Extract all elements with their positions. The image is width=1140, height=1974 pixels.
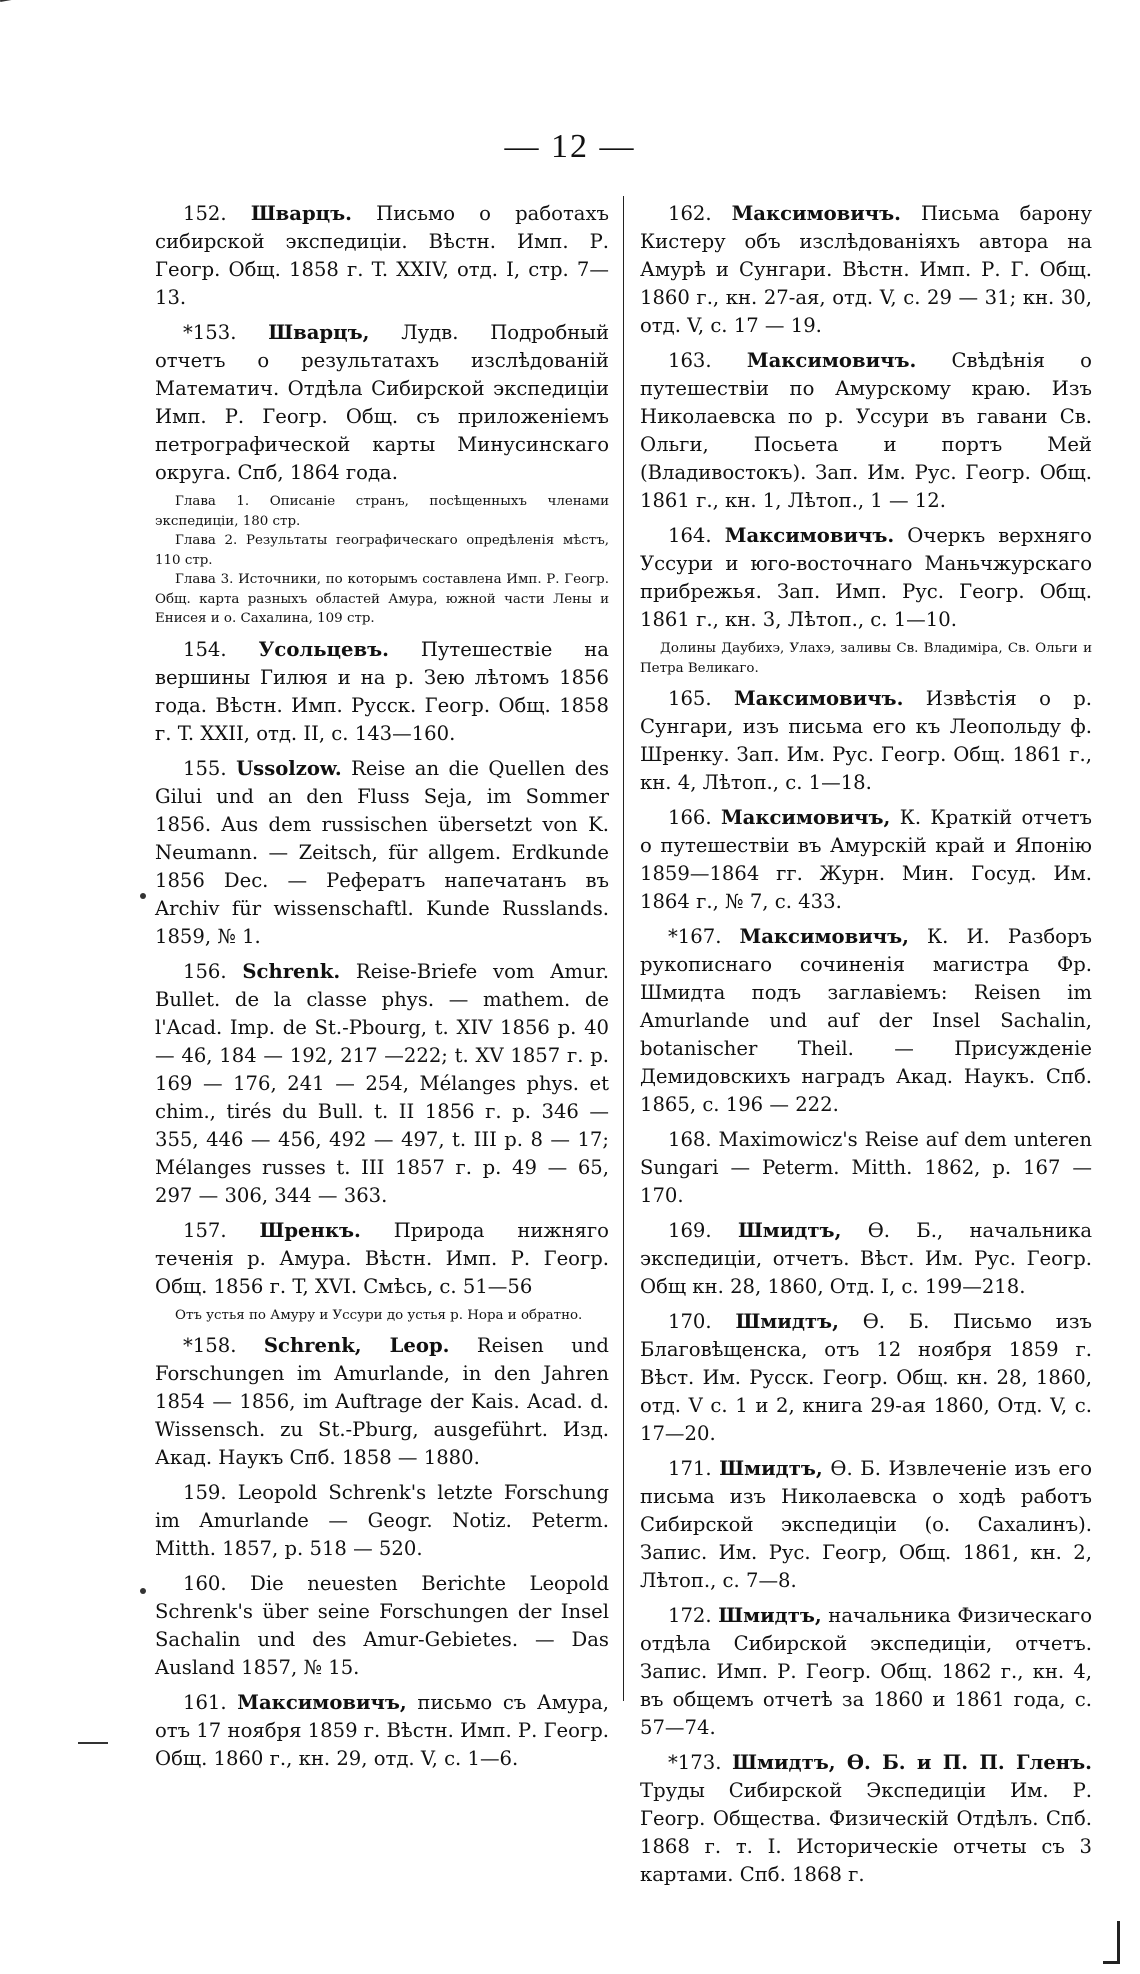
entry-number: 160.	[183, 1572, 227, 1595]
right-column	[640, 200, 1092, 1896]
entry-notes	[155, 1306, 609, 1326]
entry-note: Долины Даубихэ, Улахэ, заливы Св. Владиміра, Св. Ольги и Петра Великаго.	[640, 641, 1092, 676]
bibliography-entry	[640, 804, 1092, 916]
entry-number: *167.	[668, 925, 722, 948]
entry-author: Максимовичъ,	[739, 925, 909, 948]
entry-number: 161.	[183, 1691, 227, 1714]
entry-text: Лудв. Подробный отчетъ о результатахъ изслѣдованій Математич. Отдѣла Сибирской экспедиціи Имп. Р. Геогр. Общ. съ приложеніемъ петрографической карты Минусинскаго округа. Спб, 1864 года.	[155, 321, 610, 484]
entry-note: Глава 1. Описаніе странъ, посѣщенныхъ членами экспедиціи, 180 стр.	[155, 494, 609, 529]
entry-notes	[155, 492, 609, 629]
entry-number: *153.	[183, 321, 237, 344]
entry-number: 159.	[183, 1481, 227, 1504]
entry-text: Очеркъ верхняго Уссури и юго-восточнаго Маньчжурскаго прибрежья. Зап. Имп. Рус. Геогр. Общ. 1861 г., кн. 3, Лѣтоп., с. 1—10.	[640, 524, 1092, 631]
entry-text: Извѣстія о р. Сунгари, изъ письма его къ Леопольду ф. Шренку. Зап. Им. Рус. Геогр. Общ. 1861 г., кн. 4, Лѣтоп., с. 1—18.	[640, 687, 1092, 794]
entry-number: 154.	[183, 637, 227, 661]
bibliography-entry	[640, 1602, 1092, 1742]
entry-author: Шмидтъ,	[735, 1310, 839, 1333]
corner-binding-mark	[1103, 1921, 1120, 1964]
entry-number: *173.	[668, 1751, 722, 1774]
entry-author: Ussolzow.	[236, 756, 342, 780]
entry-text: Путешествіе на вершины Гилюя и на р. Зею лѣтомъ 1856 года. Вѣстн. Имп. Русск. Геогр. Общ. 1858 г. T. XXII, отд. II, с. 143—160.	[155, 637, 609, 745]
entry-number: 164.	[668, 524, 712, 547]
entry-text: Ѳ. Б. Извлеченіе изъ его письма изъ Николаевска о ходѣ работъ Сибирской экспедиціи (о. Сахалинъ). Запис. Им. Рус. Геогр, Общ. 1861, кн. 2, Лѣтоп., с. 7—8.	[640, 1457, 1092, 1592]
corner-scan-mark	[0, 0, 119, 2]
entry-number: 169.	[668, 1219, 712, 1242]
entry-number: 172.	[668, 1604, 712, 1627]
entry-text: Leopold Schrenk's letzte Forschung im Amurlande — Geogr. Notiz. Peterm. Mitth. 1857, p. 518 — 520.	[155, 1481, 609, 1560]
entry-author: Максимовичъ.	[731, 202, 902, 225]
entry-text: К. Краткій отчетъ о путешествіи въ Амурскій край и Японію 1859—1864 гг. Журн. Мин. Госуд. Им. 1864 г., № 7, с. 433.	[640, 806, 1092, 913]
entry-author: Максимовичъ.	[746, 349, 917, 372]
bibliography-entry	[155, 755, 609, 951]
margin-scan-mark	[78, 1742, 108, 1744]
entry-author: Шмидтъ,	[737, 1219, 842, 1242]
entry-text: Reise-Briefe vom Amur. Bullet. de la classe phys. — mathem. de l'Acad. Imp. de St.-Pbourg, t. XIV 1856 p. 40 — 46, 184 — 192, 217 —222; t. XV 1857 г. p. 169 — 176, 241 — 254, Mélanges phys. et chim., tirés du Bull. t. II 1856 г. p. 346 — 355, 446 — 456, 492 — 497, t. III p. 8 — 17; Mélanges russes t. III 1857 г. p. 49 — 65, 297 — 306, 344 — 363.	[155, 959, 609, 1207]
bibliography-entry	[155, 1479, 609, 1563]
entry-number: 157.	[183, 1218, 227, 1242]
entry-text: Maximowicz's Reise auf dem unteren Sungari — Peterm. Mitth. 1862, p. 167 — 170.	[640, 1128, 1093, 1207]
entry-number: *158.	[183, 1334, 237, 1357]
entry-author: Усольцевъ.	[258, 637, 389, 661]
entry-author: Шмидтъ,	[719, 1457, 823, 1480]
entry-text: Письмо о работахъ сибирской экспедиціи. Вѣстн. Имп. Р. Геогр. Общ. 1858 г. T. XXIV, отд. I, стр. 7—13.	[155, 202, 609, 309]
bibliography-entry	[640, 200, 1092, 340]
bibliography-entry	[640, 522, 1092, 634]
entry-author: Schrenk, Leop.	[263, 1334, 450, 1357]
entry-author: Максимовичъ,	[237, 1691, 407, 1714]
entry-author: Шварцъ.	[250, 202, 352, 225]
entry-author: Максимовичъ.	[724, 524, 895, 547]
entry-text: Письма барону Кистеру объ изслѣдованіяхъ автора на Амурѣ и Сунгари. Вѣстн. Имп. Р. Г. Общ. 1860 г., кн. 27-ая, отд. V, с. 29 — 31; кн. 30, отд. V, с. 17 — 19.	[640, 202, 1092, 337]
entry-author: Шмидтъ,	[718, 1604, 822, 1627]
entry-text: Труды Сибирской Экспедиціи Им. Р. Геогр. Общества. Физическій Отдѣлъ. Спб. 1868 г. т. I. Историческіе отчеты съ 3 картами. Спб. 1868 г.	[640, 1779, 1092, 1886]
bibliography-entry	[155, 958, 609, 1210]
entry-note: Глава 2. Результаты географическаго опредѣленія мѣстъ, 110 стр.	[155, 533, 609, 568]
entry-number: 165.	[668, 687, 712, 710]
entry-number: 170.	[668, 1310, 712, 1333]
bibliography-entry	[640, 1455, 1092, 1595]
margin-bullet-mark	[140, 1588, 146, 1594]
entry-author: Schrenk.	[242, 959, 341, 983]
entry-text: Reise an die Quellen des Gilui und an den Fluss Seja, im Sommer 1856. Aus dem russischen übersetzt von K. Neumann. — Zeitsch, für allgem. Erdkunde 1856 Dec. — Рефератъ напечатанъ въ Archiv für wissenschaftl. Kunde Russlands. 1859, № 1.	[155, 756, 609, 948]
entry-text: Die neuesten Berichte Leopold Schrenk's über seine Forschungen der Insel Sachalin und des Amur-Gebietes. — Das Ausland 1857, № 15.	[155, 1572, 609, 1679]
entry-text: Reisen und Forschungen im Amurlande, in den Jahren 1854 — 1856, im Auftrage der Kais. Acad. d. Wissensch. zu St.-Pburg, ausgeführt. Изд. Акад. Наукъ Спб. 1858 — 1880.	[155, 1334, 609, 1469]
bibliography-entry	[640, 1126, 1092, 1210]
entry-number: 156.	[183, 959, 227, 983]
entry-note: Глава 3. Источники, по которымъ составлена Имп. Р. Геогр. Общ. карта разныхъ областей Амура, южной части Лены и Енисея и о. Сахалина, 109 стр.	[155, 572, 609, 626]
entry-author: Максимовичъ,	[720, 806, 891, 829]
left-column	[155, 200, 609, 1780]
bibliography-entry	[640, 1749, 1092, 1889]
bibliography-entry	[155, 1332, 609, 1472]
entry-text: письмо съ Амура, отъ 17 ноября 1859 г. Вѣстн. Имп. Р. Геогр. Общ. 1860 г., кн. 29, отд. V, с. 1—6.	[155, 1691, 609, 1770]
entry-text: Ѳ. Б., начальника экспедиціи, отчетъ. Вѣст. Им. Рус. Геогр. Общ кн. 28, 1860, Отд. I, с. 199—218.	[640, 1219, 1093, 1298]
entry-author: Максимовичъ.	[733, 687, 904, 710]
page-number: — 12 —	[504, 128, 636, 165]
entry-number: 166.	[668, 806, 712, 829]
bibliography-entry	[640, 1308, 1092, 1448]
entry-author: Шварцъ,	[268, 321, 370, 344]
entry-number: 155.	[183, 756, 227, 780]
entry-text: начальника Физическаго отдѣла Сибирской экспедиціи, отчетъ. Запис. Имп. Р. Геогр. Общ. 1862 г., кн. 4, въ общемъ отчетѣ за 1860 и 1861 года, с. 57—74.	[640, 1604, 1092, 1739]
bibliography-entry	[155, 319, 609, 487]
bibliography-entry	[155, 200, 609, 312]
entry-text: Природа нижняго теченія р. Амура. Вѣстн. Имп. Р. Геогр. Общ. 1856 г. T, XVI. Смѣсь, с. 51—56	[155, 1218, 609, 1298]
entry-text: Ѳ. Б. Письмо изъ Благовѣщенска, отъ 12 ноября 1859 г. Вѣст. Им. Русск. Геогр. Общ. кн. 28, 1860, отд. V с. 1 и 2, книга 29-ая 1860, Отд. V, с. 17—20.	[640, 1310, 1093, 1445]
bibliography-entry	[155, 636, 609, 748]
entry-number: 152.	[183, 202, 227, 225]
bibliography-entry	[640, 347, 1092, 515]
entry-note: Отъ устья по Амуру и Уссури до устья р. Нора и обратно.	[175, 1307, 583, 1323]
bibliography-entry	[640, 685, 1092, 797]
bibliography-entry	[155, 1689, 609, 1773]
entry-text: Свѣдѣнія о путешествіи по Амурскому краю. Изъ Николаевска по р. Уссури въ гавани Св. Ольги, Посьета и портъ Мей (Владивостокъ). Зап. Им. Рус. Геогр. Общ. 1861 г., кн. 1, Лѣтоп., 1 — 12.	[640, 349, 1092, 512]
entry-number: 168.	[668, 1128, 712, 1151]
margin-bullet-mark	[140, 893, 146, 899]
bibliography-entry	[155, 1217, 609, 1301]
entry-number: 163.	[668, 349, 712, 372]
entry-number: 171.	[668, 1457, 712, 1480]
entry-number: 162.	[668, 202, 712, 225]
entry-author: Шренкъ.	[259, 1218, 361, 1242]
column-divider	[623, 196, 624, 1701]
bibliography-entry	[155, 1570, 609, 1682]
bibliography-entry	[640, 1217, 1092, 1301]
entry-notes	[640, 639, 1092, 678]
bibliography-entry	[640, 923, 1092, 1119]
entry-author: Шмидтъ, Ѳ. Б. и П. П. Гленъ.	[732, 1751, 1092, 1774]
entry-text: К. И. Разборъ рукописнаго сочиненія магистра Фр. Шмидта подъ заглавіемъ: Reisen im Amurlande und auf der Insel Sachalin, botanischer Theil. — Присужденіе Демидовскихъ наградъ Акад. Наукъ. Спб. 1865, с. 196 — 222.	[640, 925, 1092, 1116]
